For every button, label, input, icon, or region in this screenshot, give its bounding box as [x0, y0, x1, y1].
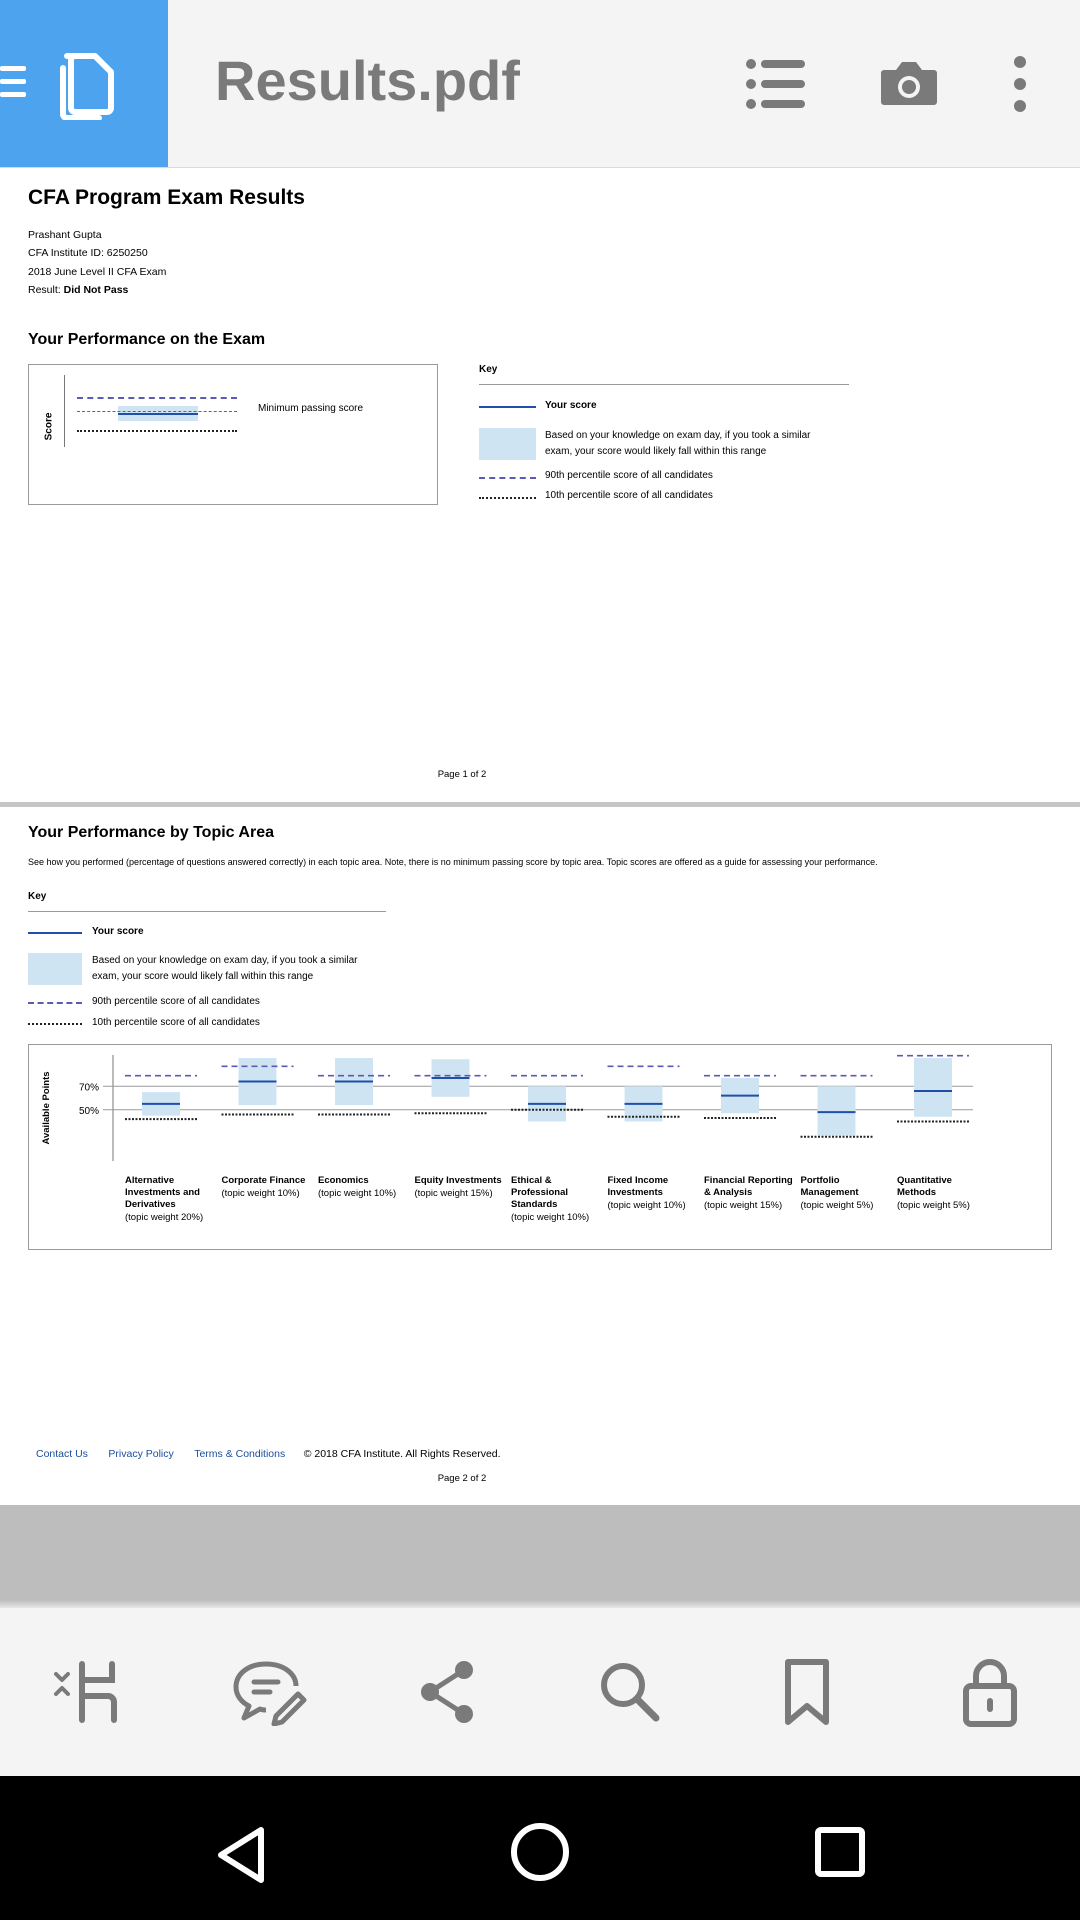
section-title: Your Performance on the Exam	[28, 331, 266, 348]
legend-range-label	[92, 953, 358, 985]
page-title: CFA Program Exam Results	[28, 186, 305, 209]
overall-score-chart	[28, 364, 438, 505]
more-vert-icon[interactable]	[1010, 55, 1030, 113]
legend-range-line2: exam, your score would likely fall within this range	[545, 446, 767, 457]
legend-p90-label: 90th percentile score of all candidates	[92, 996, 260, 1007]
contact-us-link[interactable]: Contact Us	[36, 1448, 88, 1460]
institute-id: CFA Institute ID: 6250250	[28, 247, 148, 259]
page-number: Page 1 of 2	[437, 769, 487, 780]
section-title: Your Performance by Topic Area	[28, 824, 274, 841]
system-nav-bar	[0, 1776, 1080, 1920]
copyright: © 2018 CFA Institute. All Rights Reserved.	[303, 1448, 501, 1460]
topic-chart	[28, 1044, 1052, 1250]
legend-range-line2: exam, your score would likely fall within this range	[92, 971, 314, 982]
terms-link[interactable]: Terms & Conditions	[194, 1448, 286, 1460]
topic-weight: (topic weight 10%)	[318, 1188, 397, 1199]
legend-range-label	[545, 428, 811, 460]
topic-weight: (topic weight 15%)	[414, 1188, 493, 1199]
legend-score-swatch	[28, 932, 82, 934]
topic-label: Alternative	[125, 1175, 175, 1186]
page-number: Page 2 of 2	[437, 1473, 487, 1484]
result-line	[28, 281, 128, 299]
legend-divider	[479, 384, 849, 385]
legend	[28, 883, 388, 1033]
document-title: Results.pdf	[215, 49, 520, 112]
hamburger-icon[interactable]	[0, 62, 28, 102]
file-panel-toggle[interactable]	[0, 0, 168, 167]
legend-score-label: Your score	[92, 926, 144, 937]
topic-label: Quantitative	[897, 1175, 952, 1186]
legend-title: Key	[479, 364, 498, 375]
legend-p90-swatch	[28, 1002, 82, 1004]
score-range-bar	[914, 1058, 952, 1117]
topic-label: Financial Reporting	[704, 1175, 793, 1186]
legend-range-swatch	[28, 953, 82, 985]
topic-weight: (topic weight 5%)	[897, 1200, 970, 1211]
legend-p10-swatch	[479, 497, 536, 499]
result-value: Did Not Pass	[63, 284, 129, 296]
topic-label: Management	[800, 1187, 859, 1198]
topic-label: Equity Investments	[414, 1175, 502, 1186]
topic-weight: (topic weight 10%)	[511, 1212, 590, 1223]
y-tick-label: 50%	[78, 1105, 99, 1117]
topic-weight: (topic weight 15%)	[704, 1200, 783, 1211]
topic-label: Corporate Finance	[221, 1175, 306, 1186]
legend-title: Key	[28, 891, 47, 902]
bottom-toolbar	[0, 1608, 1080, 1776]
p90-line	[77, 397, 237, 399]
topic-weight: (topic weight 5%)	[800, 1200, 874, 1211]
home-icon[interactable]	[510, 1822, 570, 1882]
bottom-toolbar-shadow	[0, 1600, 1080, 1608]
topic-weight: (topic weight 20%)	[125, 1212, 204, 1223]
pdf-page-1	[0, 168, 1080, 802]
p10-line	[77, 430, 237, 432]
legend-score-label: Your score	[545, 400, 597, 411]
topic-label: Standards	[511, 1199, 558, 1210]
y-axis-label: Available Points	[41, 1071, 52, 1145]
share-icon[interactable]	[418, 1660, 478, 1724]
legend-range-swatch	[479, 428, 536, 460]
legend-p10-swatch	[28, 1023, 82, 1025]
topic-label: Fixed Income	[607, 1175, 669, 1186]
topic-label: Investments	[607, 1187, 663, 1198]
topic-label: & Analysis	[704, 1187, 753, 1198]
list-icon[interactable]	[745, 58, 807, 110]
topic-label: Methods	[897, 1187, 937, 1198]
file-copy-icon[interactable]	[55, 50, 117, 120]
legend-range-line1: Based on your knowledge on exam day, if you took a similar	[545, 430, 811, 441]
legend-p90-swatch	[479, 477, 536, 479]
topic-label: Economics	[318, 1175, 369, 1186]
privacy-policy-link[interactable]: Privacy Policy	[108, 1448, 174, 1460]
search-icon[interactable]	[598, 1660, 662, 1724]
score-axis	[64, 375, 65, 447]
topic-label: Derivatives	[125, 1199, 176, 1210]
reflow-icon[interactable]	[52, 1660, 122, 1726]
min-passing-line	[77, 411, 237, 412]
topic-label: Investments and	[125, 1187, 200, 1198]
min-passing-label: Minimum passing score	[258, 403, 364, 414]
legend-p10-label: 10th percentile score of all candidates	[545, 490, 713, 501]
lock-icon[interactable]	[962, 1658, 1018, 1728]
y-tick-label: 70%	[78, 1082, 99, 1094]
bookmark-icon[interactable]	[782, 1658, 832, 1726]
pdf-page-2	[0, 807, 1080, 1505]
section-description: See how you performed (percentage of questions answered correctly) in each topic area. Note, there is no minimum passing score by topic area. Topic scores are offered as a guide for assessing your performance.	[28, 857, 878, 867]
camera-icon[interactable]	[880, 60, 938, 106]
legend-p90-label: 90th percentile score of all candidates	[545, 470, 713, 481]
exam-name: 2018 June Level II CFA Exam	[28, 266, 167, 278]
topic-label: Professional	[511, 1187, 569, 1198]
result-label: Result:	[28, 284, 64, 296]
legend-range-line1: Based on your knowledge on exam day, if you took a similar	[92, 955, 358, 966]
score-range-bar	[818, 1086, 856, 1135]
topic-weight: (topic weight 10%)	[607, 1200, 686, 1211]
legend-divider	[28, 911, 386, 912]
your-score-line	[118, 413, 198, 415]
topic-label: Portfolio	[800, 1175, 840, 1186]
legend-p10-label: 10th percentile score of all candidates	[92, 1017, 260, 1028]
topic-chart-svg	[29, 1045, 1051, 1249]
topic-weight: (topic weight 10%)	[221, 1188, 300, 1199]
score-axis-label: Score	[43, 412, 55, 441]
footer	[36, 1444, 501, 1462]
legend-score-swatch	[479, 406, 536, 408]
back-icon[interactable]	[215, 1826, 267, 1884]
recents-icon[interactable]	[814, 1826, 866, 1878]
candidate-name: Prashant Gupta	[28, 229, 102, 241]
topic-label: Ethical &	[511, 1175, 552, 1186]
annotate-comment-icon[interactable]	[232, 1660, 308, 1726]
legend	[479, 364, 849, 514]
